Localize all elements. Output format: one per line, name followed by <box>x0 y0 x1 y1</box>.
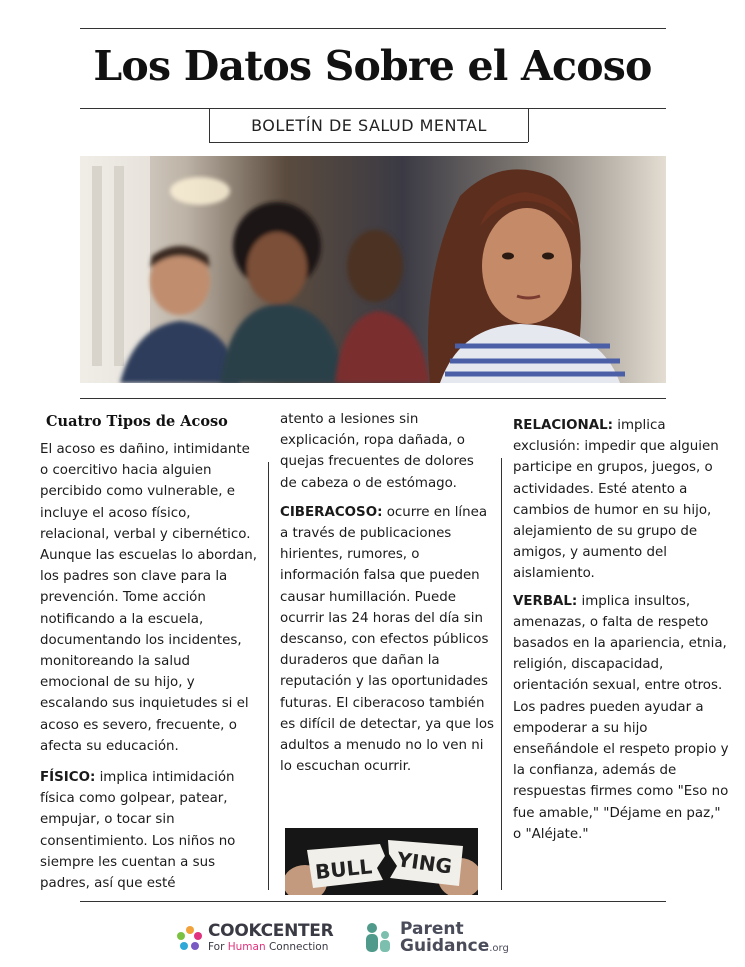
parent-guidance-logo[interactable] <box>362 918 509 958</box>
relacional-text: implica exclusión: impedir que alguien participe en grupos, juegos, o actividades. Esté atento a cambios de humor en su hijo, alejamiento de su grupo de amigos, y aumento del aislamiento. <box>513 418 719 582</box>
relacional-paragraph <box>513 415 733 585</box>
cook-center-name: COOKCENTER <box>208 921 334 942</box>
fisico-paragraph <box>40 767 262 894</box>
column-divider-2 <box>501 458 502 890</box>
subtitle-rule <box>209 142 528 143</box>
ciber-label: CIBERACOSO: <box>280 504 383 520</box>
fisico-label: FÍSICO: <box>40 770 96 786</box>
family-icon <box>362 921 394 955</box>
relacional-label: RELACIONAL: <box>513 418 614 433</box>
top-rule <box>80 28 666 29</box>
parent-guidance-line2: Guidance <box>400 936 490 956</box>
cook-center-tagline: For Human Connection <box>208 941 329 954</box>
verbal-paragraph <box>513 591 733 845</box>
column-divider-1 <box>268 462 269 890</box>
bull-text: BULL <box>314 854 374 885</box>
fisico-text: implica intimidación física como golpear, patear, empujar, o tocar sin consentimiento. Los niños no siempre les cuentan a sus padres, así que esté <box>40 770 236 892</box>
intro-paragraph: El acoso es dañino, intimidante o coercitivo hacia alguien percibido como vulnerable, e incluye el acoso físico, relacional, verbal y cibernético. Aunque las escuelas lo abordan, los padres son clave para la prevención. Tome acción notificando a la escuela, documentando los incidentes, monitoreando la salud emocional de su hijo, y escalando sus inquietudes si el acoso es severo, frecuente, o afecta su educación. <box>40 442 258 754</box>
column-1 <box>40 439 262 894</box>
hero-photo <box>80 156 666 383</box>
hero-rule <box>80 398 666 399</box>
ciber-paragraph <box>280 502 494 778</box>
page-title: Los Datos Sobre el Acoso <box>93 42 652 90</box>
column-3 <box>513 415 733 845</box>
fisico-continued: atento a lesiones sin explicación, ropa dañada, o quejas frecuentes de dolores de cabeza o de estómago. <box>280 412 474 491</box>
footer-rule <box>80 901 666 902</box>
section-heading: Cuatro Tipos de Acoso <box>46 413 228 430</box>
ciber-text: ocurre en línea a través de publicaciones hirientes, rumores, o información falsa que pueden causar humillación. Puede ocurrir las 24 horas del día sin descanso, con efectos públicos duraderos que dañan la reputación y las oportunidades futuras. El ciberacoso también es difícil de detectar, ya que los adultos a menudo no lo ven ni lo escuchan ocurrir. <box>280 504 495 775</box>
verbal-text: implica insultos, amenazas, o falta de respeto basados en la apariencia, etnia, religión, discapacidad, orientación sexual, entre otros. Los padres pueden ayudar a empoderar a su hijo enseñándole el respeto propio y la confianza, además de respuestas firmes como "Eso no fue amable," "Déjame en paz," o "Aléjate." <box>513 593 729 842</box>
newsletter-subtitle: BOLETÍN DE SALUD MENTAL <box>209 109 529 142</box>
cook-center-logo[interactable] <box>176 918 333 958</box>
verbal-label: VERBAL: <box>513 593 578 609</box>
column-2 <box>280 409 494 777</box>
parent-guidance-line1: Parent <box>400 919 464 939</box>
cook-center-icon <box>176 924 204 952</box>
bullying-photo <box>285 828 478 895</box>
ying-text: YING <box>395 847 454 879</box>
parent-guidance-org: .org <box>489 943 509 954</box>
